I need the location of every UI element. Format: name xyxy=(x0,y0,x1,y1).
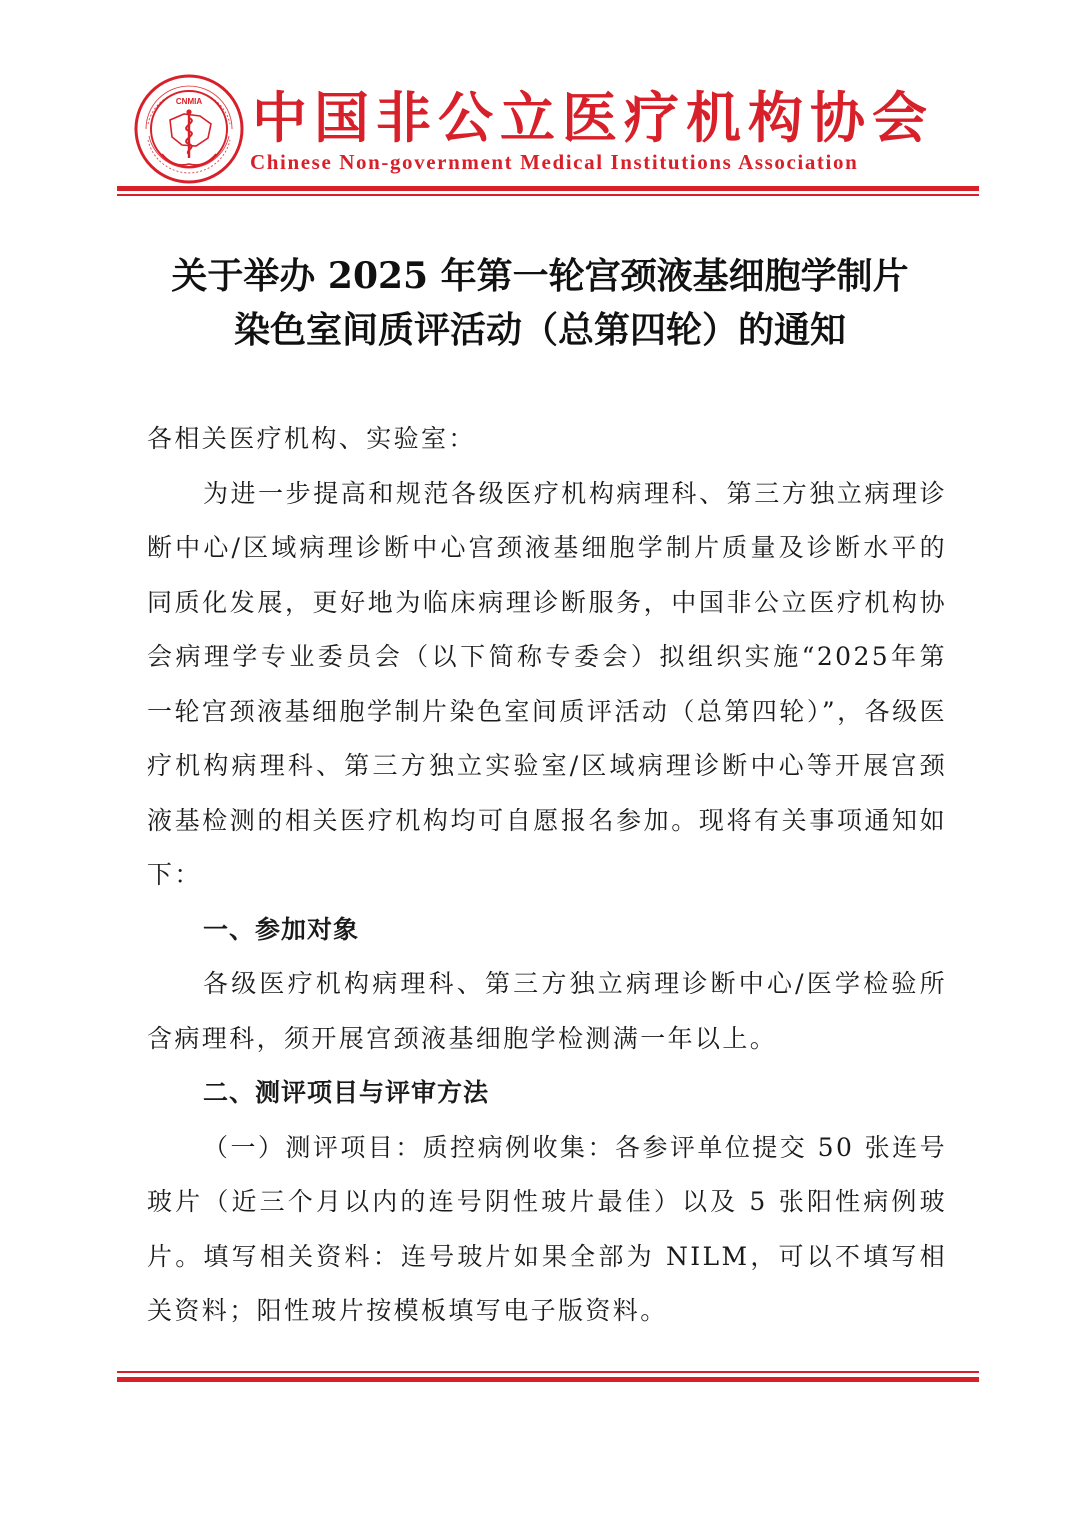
section1-text: 各级医疗机构病理科、第三方独立病理诊断中心/医学检验所含病理科，须开展宫颈液基细胞学检测满一年以上。 xyxy=(147,969,947,1053)
salutation: 各相关医疗机构、实验室： xyxy=(147,424,476,453)
notice-body xyxy=(147,412,947,1339)
org-name-en: Chinese Non-government Medical Institutions Association xyxy=(250,150,859,174)
header-rule-thick xyxy=(117,186,979,191)
svg-text:CNMIA: CNMIA xyxy=(175,97,203,106)
org-name-cn: 中国非公立医疗机构协会 xyxy=(252,86,935,150)
notice-title-line2: 染色室间质评活动（总第四轮）的通知 xyxy=(233,309,846,351)
section1-heading: 一、参加对象 xyxy=(203,914,360,944)
section2-item1: （一）测评项目：质控病例收集：各参评单位提交 50 张连号玻片（近三个月以内的连号阴性玻片最佳）以及 5 张阳性病例玻片。填写相关资料：连号玻片如果全部为 NILM，可以不填写相关资料；阳性玻片按模板填写电子版资料。 xyxy=(147,1132,947,1325)
letterhead xyxy=(0,0,1080,200)
association-seal-icon xyxy=(134,74,244,184)
section2-heading: 二、测评项目与评审方法 xyxy=(203,1078,490,1107)
notice-title-line1: 关于举办 2025 年第一轮宫颈液基细胞学制片 xyxy=(171,255,909,297)
intro-paragraph: 为进一步提高和规范各级医疗机构病理科、第三方独立病理诊断中心/区域病理诊断中心宫颈液基细胞学制片质量及诊断水平的同质化发展，更好地为临床病理诊断服务，中国非公立医疗机构协会病理学专业委员会（以下简称专委会）拟组织实施“2025年第一轮宫颈液基细胞学制片染色室间质评活动（总第四轮）”，各级医疗机构病理科、第三方独立实验室/区域病理诊断中心等开展宫颈液基检测的相关医疗机构均可自愿报名参加。现将有关事项通知如下： xyxy=(147,478,947,889)
footer-rule-thick xyxy=(117,1377,979,1382)
header-rule-thin xyxy=(117,194,979,196)
footer-rule-thin xyxy=(117,1371,979,1373)
